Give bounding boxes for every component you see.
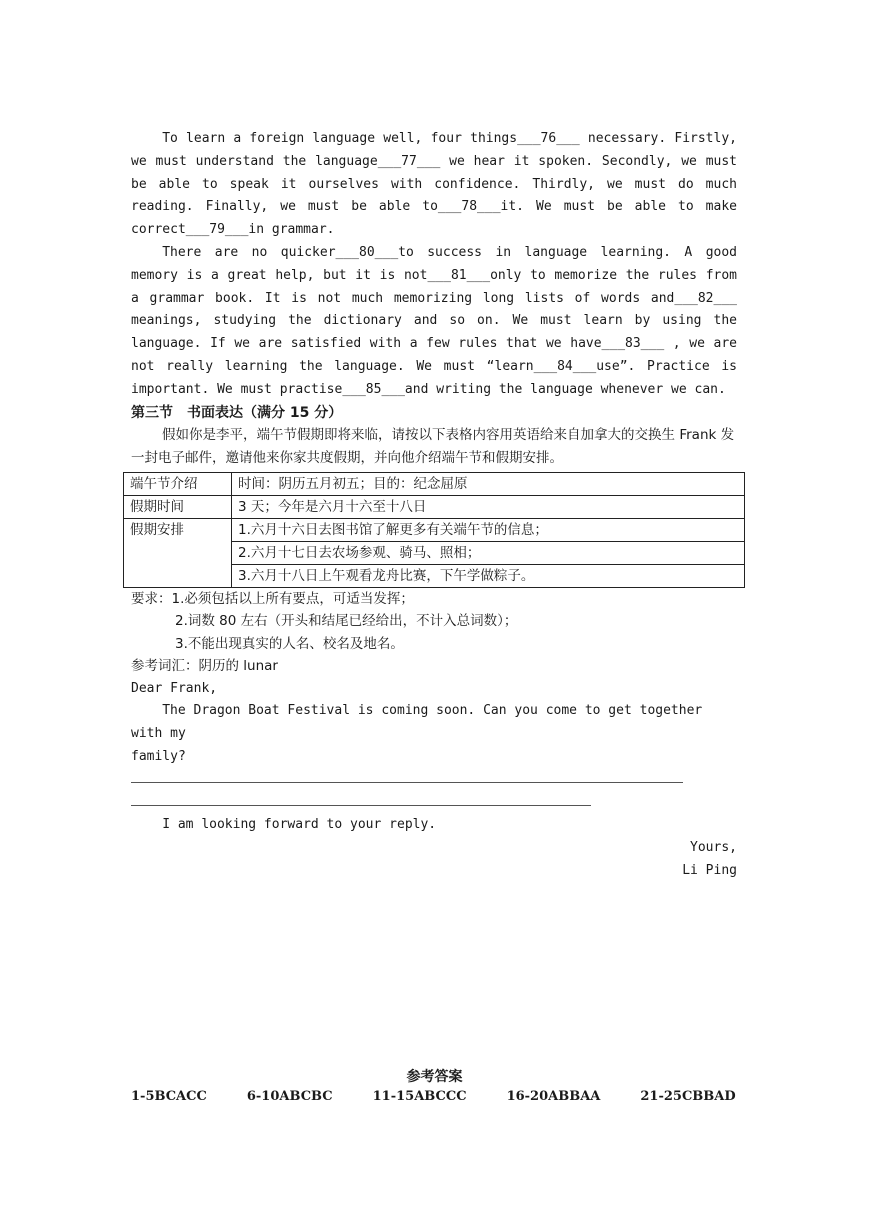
table-row [124, 495, 745, 518]
table-row [124, 518, 745, 587]
table-row [124, 472, 745, 495]
plan-item: 2.六月十七日去农场参观、骑马、照相； [232, 542, 744, 565]
plan-table [123, 472, 745, 588]
vocab-hint: 参考词汇：阴历的 lunar [131, 658, 278, 675]
answers-row [131, 1089, 776, 1104]
cloze-paragraph-1: To learn a foreign language well, four things___76___ necessary. Firstly, we must understand the language___77___ we hear it spoken. Secondly, we must be able to speak it ourselves with confidence. Thirdly, we must do much reading. Finally, we must be able to___78___it. We must be able to make correct___79___in grammar. [131, 131, 737, 238]
task-intro: 假如你是李平，端午节假期即将来临，请按以下表格内容用英语给来自加拿大的交换生 Frank 发一封电子邮件，邀请他来你家共度假期，并向他介绍端午节和假期安排。 [131, 426, 735, 466]
table-content: 时间：阴历五月初五；目的：纪念屈原 [232, 472, 745, 495]
cloze-paragraph-2: There are no quicker___80___to success in language learning. A good memory is a great help, but it is not___81___only to memorize the rules from a grammar book. It is not much memorizing long lists of words and___82___ meanings, studying the dictionary and so on. We must learn by using the language. If we are satisfied with a few rules that we have___83___ , we are not really learning the language. We must “learn___84___use”. Practice is important. We must practise___85___and writing the language whenever we can. [131, 244, 737, 397]
table-content: 3 天；今年是六月十六至十八日 [232, 495, 745, 518]
plan-item: 1.六月十六日去图书馆了解更多有关端午节的信息； [232, 519, 744, 542]
writing-line [131, 793, 591, 806]
letter-sign-name: Li Ping [682, 862, 737, 878]
requirement-3: 3.不能出现真实的人名、校名及地名。 [175, 635, 404, 652]
table-label: 端午节介绍 [124, 472, 232, 495]
writing-line [131, 770, 683, 783]
plan-item: 3.六月十八日上午观看龙舟比赛，下午学做粽子。 [238, 567, 535, 584]
requirement-2: 2.词数 80 左右（开头和结尾已经给出，不计入总词数）； [175, 613, 518, 630]
writing-line-row [131, 792, 737, 815]
table-label: 假期安排 [124, 518, 232, 587]
letter-opening-cont [131, 746, 737, 792]
answer-item: 16-20ABBAA [506, 1089, 601, 1104]
requirements [131, 588, 737, 678]
letter-opening-word: family? [131, 748, 186, 764]
answer-item: 1-5BCACC [131, 1089, 207, 1104]
answer-item: 6-10ABCBC [246, 1089, 333, 1104]
letter-sign-yours: Yours, [690, 840, 737, 856]
requirement-1: 要求：1.必须包括以上所有要点，可适当发挥； [131, 590, 414, 607]
table-label: 假期时间 [124, 495, 232, 518]
letter-greeting: Dear Frank, [131, 680, 218, 696]
document-body [131, 128, 737, 883]
answers-title: 参考答案 [406, 1069, 463, 1085]
table-content [232, 518, 745, 587]
answer-item: 21-25CBBAD [640, 1089, 736, 1104]
letter-opening: The Dragon Boat Festival is coming soon. Can you come to get together with my [131, 703, 703, 742]
answer-item: 11-15ABCCC [372, 1089, 467, 1104]
letter-closing-line: I am looking forward to your reply. [162, 817, 437, 833]
section-heading: 第三节 书面表达（满分 15 分） [131, 404, 343, 421]
